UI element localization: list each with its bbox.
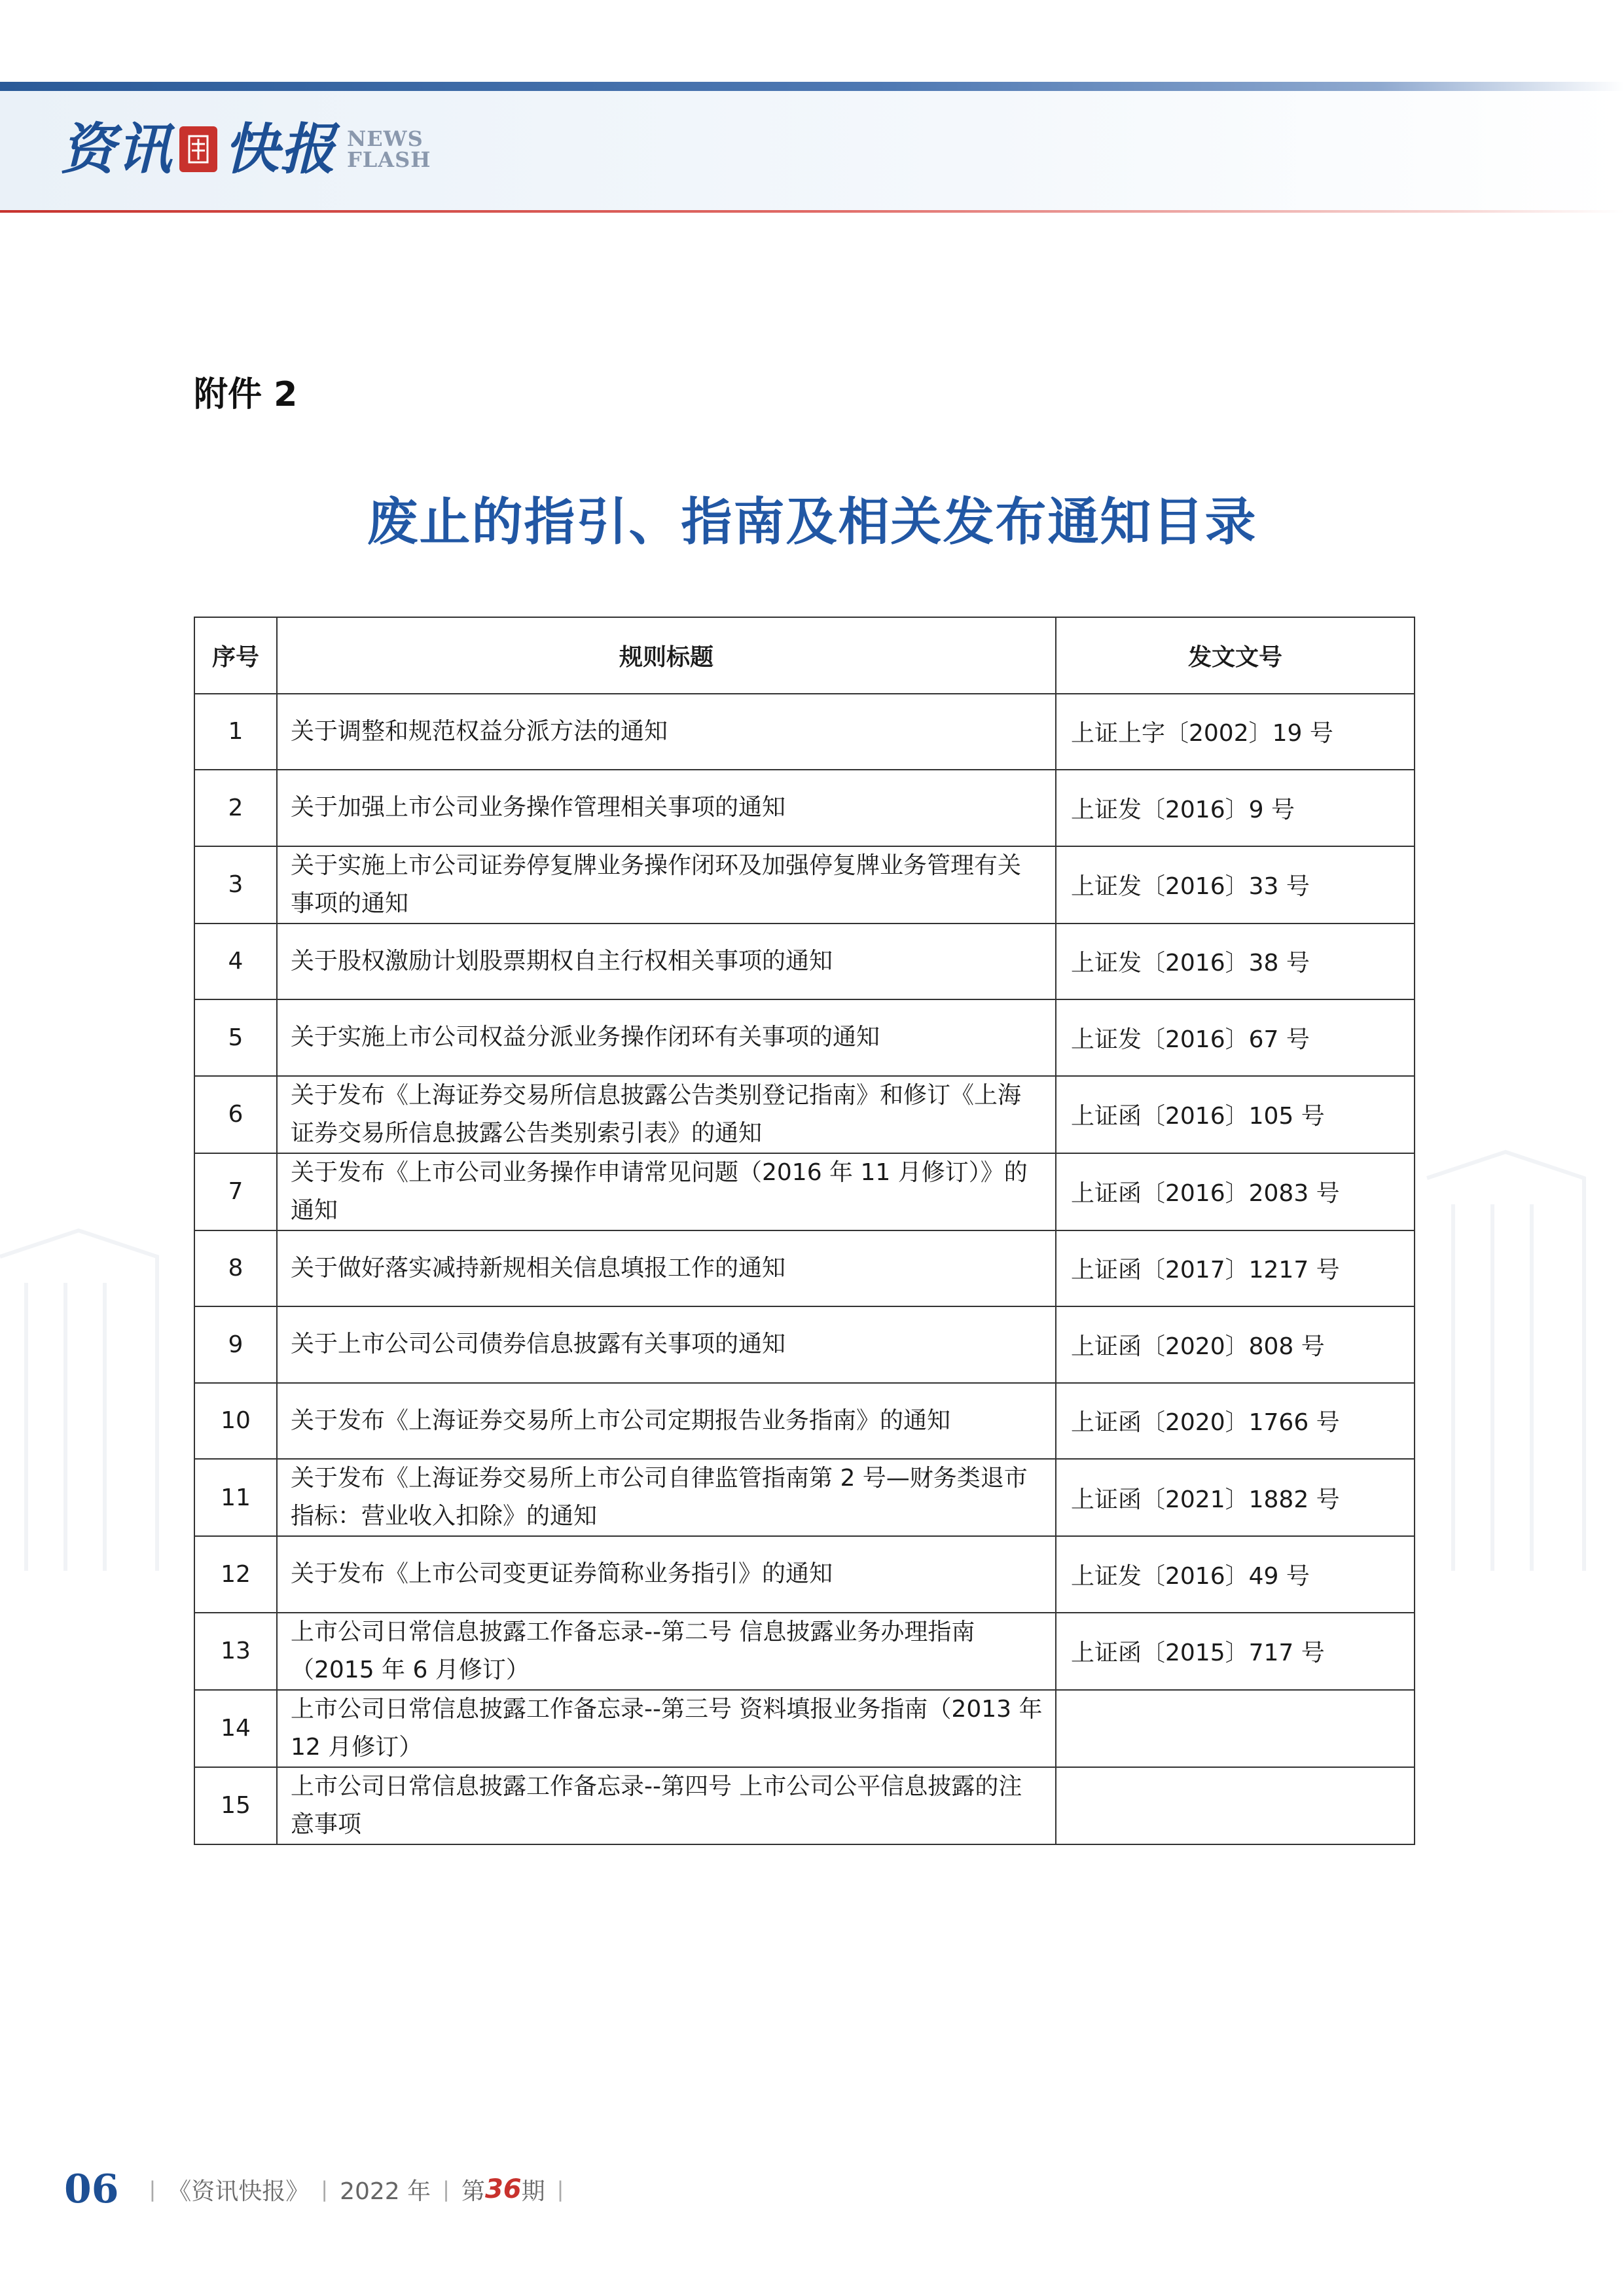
- brand-logo: [60, 110, 431, 188]
- footer-issue-suffix: 期: [521, 2178, 545, 2205]
- row-number: 10: [194, 1383, 277, 1460]
- footer-separator: |: [442, 2177, 450, 2202]
- row-title: 关于加强上市公司业务操作管理相关事项的通知: [277, 770, 1056, 846]
- row-number: 4: [194, 924, 277, 1000]
- table-row: [194, 1076, 1415, 1153]
- row-number: 1: [194, 694, 277, 770]
- row-title: 上市公司日常信息披露工作备忘录--第二号 信息披露业务办理指南 （2015 年 6 月修订）: [277, 1613, 1056, 1690]
- table-row: [194, 1230, 1415, 1307]
- row-title: 上市公司日常信息披露工作备忘录--第四号 上市公司公平信息披露的注意事项: [277, 1767, 1056, 1844]
- footer-issue-number: 36: [484, 2174, 522, 2204]
- row-title: 关于实施上市公司权益分派业务操作闭环有关事项的通知: [277, 999, 1056, 1076]
- header-code: 发文文号: [1056, 617, 1415, 694]
- table-row: [194, 694, 1415, 770]
- row-title: 关于发布《上市公司变更证券简称业务指引》的通知: [277, 1536, 1056, 1613]
- row-title: 关于发布《上海证券交易所上市公司定期报告业务指南》的通知: [277, 1383, 1056, 1460]
- table-row: [194, 846, 1415, 924]
- footer-publication: 《资讯快报》: [168, 2178, 310, 2205]
- row-code: 上证函〔2016〕105 号: [1056, 1076, 1415, 1153]
- footer-separator: |: [321, 2177, 329, 2202]
- table-row: [194, 1613, 1415, 1690]
- row-number: 9: [194, 1306, 277, 1383]
- row-number: 7: [194, 1153, 277, 1230]
- row-number: 15: [194, 1767, 277, 1844]
- row-code: 上证发〔2016〕38 号: [1056, 924, 1415, 1000]
- header-title: 规则标题: [277, 617, 1056, 694]
- row-title: 关于调整和规范权益分派方法的通知: [277, 694, 1056, 770]
- table-row: [194, 770, 1415, 846]
- document-title: 废止的指引、指南及相关发布通知目录: [367, 493, 1257, 552]
- row-code: 上证函〔2021〕1882 号: [1056, 1459, 1415, 1536]
- header-no: 序号: [194, 617, 277, 694]
- row-code: 上证发〔2016〕49 号: [1056, 1536, 1415, 1613]
- row-number: 11: [194, 1459, 277, 1536]
- row-code: 上证上字〔2002〕19 号: [1056, 694, 1415, 770]
- brand-text-b: 快报: [224, 117, 337, 181]
- row-code: [1056, 1690, 1415, 1767]
- row-number: 6: [194, 1076, 277, 1153]
- row-number: 5: [194, 999, 277, 1076]
- brand-en-news: NEWS: [347, 126, 424, 151]
- table-row: [194, 1153, 1415, 1230]
- footer-separator: |: [556, 2177, 564, 2202]
- row-code: 上证发〔2016〕9 号: [1056, 770, 1415, 846]
- attachment-label: 附件 2: [194, 375, 298, 414]
- row-title: 关于上市公司公司债券信息披露有关事项的通知: [277, 1306, 1056, 1383]
- table-header-row: [194, 617, 1415, 694]
- row-number: 2: [194, 770, 277, 846]
- row-title: 关于股权激励计划股票期权自主行权相关事项的通知: [277, 924, 1056, 1000]
- page-number: 06: [64, 2166, 119, 2212]
- brand-en-flash: FLASH: [347, 147, 431, 172]
- row-code: 上证函〔2020〕808 号: [1056, 1306, 1415, 1383]
- table-row: [194, 1459, 1415, 1536]
- row-code: 上证函〔2020〕1766 号: [1056, 1383, 1415, 1460]
- row-number: 13: [194, 1613, 277, 1690]
- row-number: 14: [194, 1690, 277, 1767]
- row-title: 关于实施上市公司证券停复牌业务操作闭环及加强停复牌业务管理有关事项的通知: [277, 846, 1056, 924]
- header-red-rule: [0, 210, 1624, 213]
- table-row: [194, 1767, 1415, 1844]
- row-number: 12: [194, 1536, 277, 1613]
- row-code: 上证发〔2016〕67 号: [1056, 999, 1415, 1076]
- table-row: [194, 999, 1415, 1076]
- row-code: 上证函〔2015〕717 号: [1056, 1613, 1415, 1690]
- row-title: 关于发布《上海证券交易所上市公司自律监管指南第 2 号—财务类退市指标：营业收入扣除》的通知: [277, 1459, 1056, 1536]
- footer-year: 2022 年: [340, 2178, 431, 2205]
- row-number: 8: [194, 1230, 277, 1307]
- row-code: 上证函〔2017〕1217 号: [1056, 1230, 1415, 1307]
- seal-icon: [179, 126, 217, 172]
- row-title: 关于发布《上市公司业务操作申请常见问题（2016 年 11 月修订）》的通知: [277, 1153, 1056, 1230]
- row-number: 3: [194, 846, 277, 924]
- row-title: 关于做好落实减持新规相关信息填报工作的通知: [277, 1230, 1056, 1307]
- page-footer: [64, 2163, 575, 2215]
- row-title: 关于发布《上海证券交易所信息披露公告类别登记指南》和修订《上海证券交易所信息披露公告类别索引表》的通知: [277, 1076, 1056, 1153]
- table-row: [194, 924, 1415, 1000]
- row-code: 上证发〔2016〕33 号: [1056, 846, 1415, 924]
- table-row: [194, 1306, 1415, 1383]
- table-row: [194, 1383, 1415, 1460]
- footer-separator: |: [149, 2177, 156, 2202]
- rules-table: [194, 617, 1415, 1845]
- table-row: [194, 1690, 1415, 1767]
- footer-issue-prefix: 第: [461, 2178, 485, 2205]
- table-row: [194, 1536, 1415, 1613]
- brand-text-a: 资讯: [60, 117, 173, 181]
- row-code: [1056, 1767, 1415, 1844]
- row-title: 上市公司日常信息披露工作备忘录--第三号 资料填报业务指南（2013 年 12 月修订）: [277, 1690, 1056, 1767]
- row-code: 上证函〔2016〕2083 号: [1056, 1153, 1415, 1230]
- brand-english: [347, 128, 431, 170]
- header-top-stripe: [0, 82, 1624, 91]
